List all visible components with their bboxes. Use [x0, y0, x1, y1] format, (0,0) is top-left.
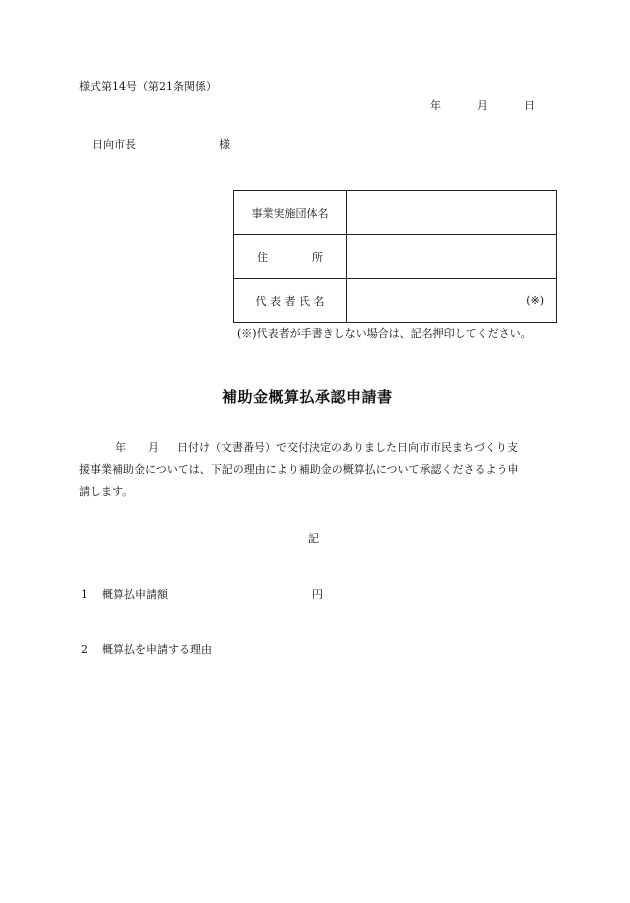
date-day: 日 [524, 99, 535, 112]
value-organization-name[interactable] [347, 191, 557, 235]
form-number: 様式第14号（第21条関係） [79, 80, 217, 93]
date-year: 年 [430, 99, 441, 112]
body-paragraph [79, 437, 549, 503]
label-address: 住 所 [234, 235, 347, 279]
honorific: 様 [219, 138, 230, 151]
table-row [234, 279, 557, 323]
value-address[interactable] [347, 235, 557, 279]
item-number: 2 [81, 643, 88, 656]
date-line [430, 100, 535, 111]
label-representative-name: 代 表 者 氏 名 [234, 279, 347, 323]
applicant-table [233, 190, 557, 323]
item-number: 1 [81, 588, 88, 601]
signature-note: (※)代表者が手書きしない場合は、記名押印してください。 [237, 327, 532, 340]
item-label-reason: 概算払を申請する理由 [102, 643, 212, 656]
body-line1: 日付け（文書番号）で交付決定のありました日向市市民まちづくり支 [177, 441, 518, 454]
date-month: 月 [477, 99, 488, 112]
document-title: 補助金概算払承認申請書 [222, 388, 393, 406]
body-month: 月 [148, 441, 159, 454]
label-organization-name: 事業実施団体名 [234, 191, 347, 235]
value-representative-name[interactable] [347, 279, 557, 323]
table-row [234, 191, 557, 235]
table-row [234, 235, 557, 279]
item-unit-yen: 円 [312, 588, 323, 601]
body-line2: 援事業補助金については、下記の理由により補助金の概算払について承認くださるよう申 [79, 463, 519, 476]
addressee: 日向市長 [92, 138, 136, 151]
body-line3: 請します。 [79, 485, 134, 498]
item-label-advance-amount: 概算払申請額 [102, 588, 168, 601]
body-year: 年 [115, 441, 126, 454]
ki-heading: 記 [308, 532, 319, 545]
seal-mark: (※) [526, 294, 544, 307]
